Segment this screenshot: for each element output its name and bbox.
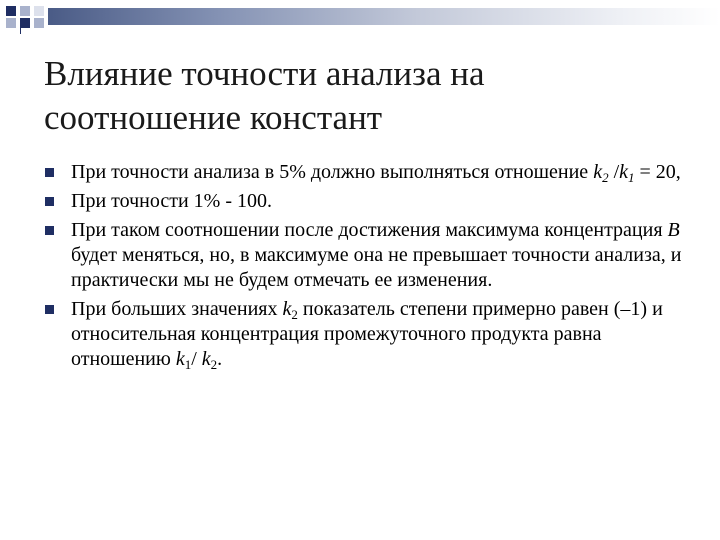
gradient-band	[48, 8, 720, 25]
title-line-1: Влияние точности анализа на	[44, 54, 485, 93]
bullet4-text: При больших значениях	[71, 298, 283, 320]
bullet-list	[44, 160, 694, 376]
bullet2-text: При точности 1% - 100.	[71, 190, 273, 212]
deco-square	[34, 6, 44, 16]
bullet3-text: При таком соотношении после достижения максимума концентрация	[71, 219, 668, 241]
title-line-2: соотношение констант	[44, 98, 383, 137]
bullet-item-1	[44, 160, 694, 185]
k-symbol: k	[282, 298, 292, 320]
bullet-item-2	[44, 189, 694, 214]
subscript: 2	[291, 307, 298, 322]
deco-square	[6, 18, 16, 28]
subscript: 2	[602, 170, 609, 185]
square-bullet-icon	[45, 168, 54, 177]
decorative-header	[0, 0, 720, 40]
subscript: 1	[184, 357, 192, 372]
bullet1-end: = 20,	[634, 161, 681, 183]
k-symbol: k	[619, 161, 629, 183]
k-symbol: k	[201, 348, 211, 370]
deco-line	[20, 26, 21, 34]
k-symbol: k	[593, 161, 603, 183]
k-symbol: k	[175, 348, 185, 370]
square-bullet-icon	[45, 226, 54, 235]
square-bullet-icon	[45, 197, 54, 206]
deco-square	[20, 18, 30, 28]
square-bullet-icon	[45, 305, 54, 314]
period: .	[217, 348, 223, 370]
bullet4-mid: показатель степени примерно равен (–1) и относительная концентрация промежуточного продукта равна отношению	[71, 298, 663, 370]
bullet-item-4	[44, 297, 694, 372]
subscript: 2	[210, 357, 218, 372]
bullet3-end: будет меняться, но, в максимуме она не превышает точности анализа, и практически мы не будем отмечать ее изменения.	[71, 244, 682, 291]
b-symbol: B	[667, 219, 680, 241]
deco-square	[20, 6, 30, 16]
bullet1-text: При точности анализа в 5% должно выполняться отношение	[71, 161, 594, 183]
bullet-item-3	[44, 218, 694, 293]
subscript: 1	[628, 170, 635, 185]
deco-square	[34, 18, 44, 28]
deco-square	[6, 6, 16, 16]
slash: /	[191, 348, 202, 370]
bullet1-slash: /	[608, 161, 620, 183]
slide-title	[44, 52, 684, 140]
